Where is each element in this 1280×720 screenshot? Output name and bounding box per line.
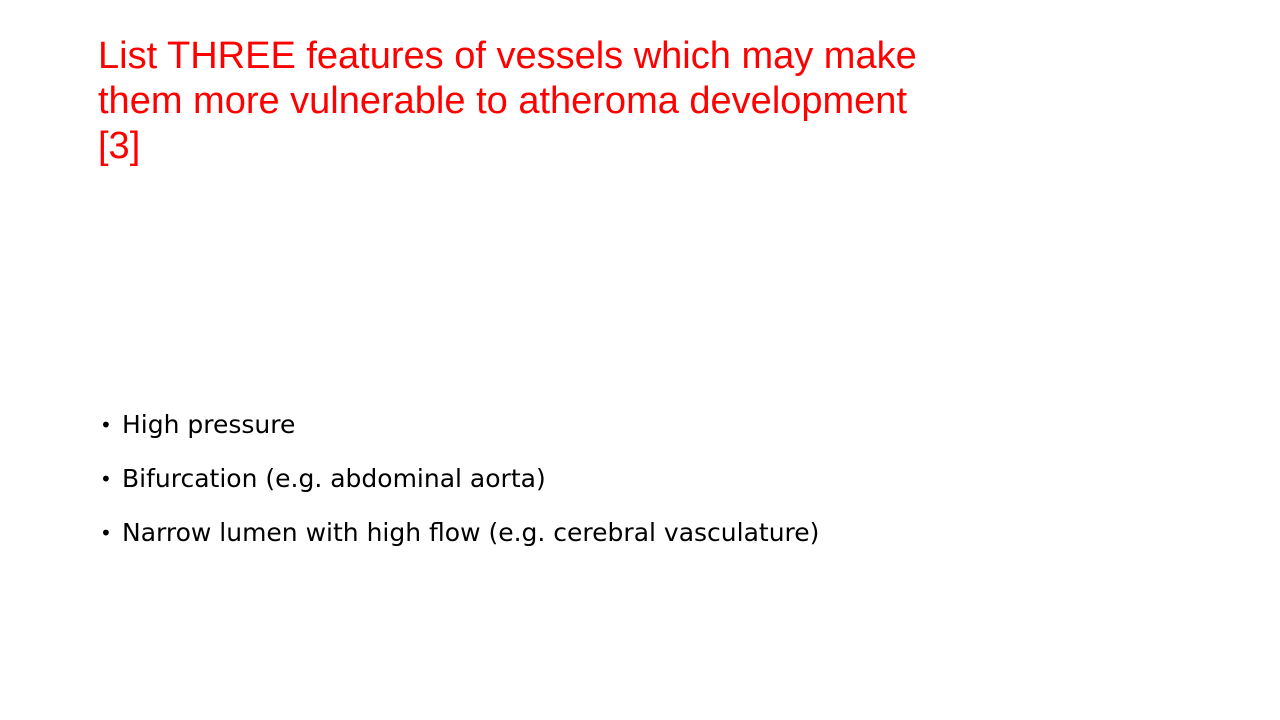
list-item: [98, 462, 1178, 496]
list-item-text: Bifurcation (e.g. abdominal aorta): [122, 464, 546, 493]
list-item-text: High pressure: [122, 410, 296, 439]
bullet-icon: •: [100, 413, 112, 437]
list-item: [98, 516, 1178, 550]
list-item: [98, 408, 1178, 442]
slide-title: List THREE features of vessels which may make them more vulnerable to atheroma development [3]: [98, 35, 917, 167]
list-item-text: Narrow lumen with high flow (e.g. cerebral vasculature): [122, 518, 820, 547]
bullet-icon: •: [100, 467, 112, 491]
bullet-icon: •: [100, 521, 112, 545]
bullet-list: [98, 408, 1178, 570]
